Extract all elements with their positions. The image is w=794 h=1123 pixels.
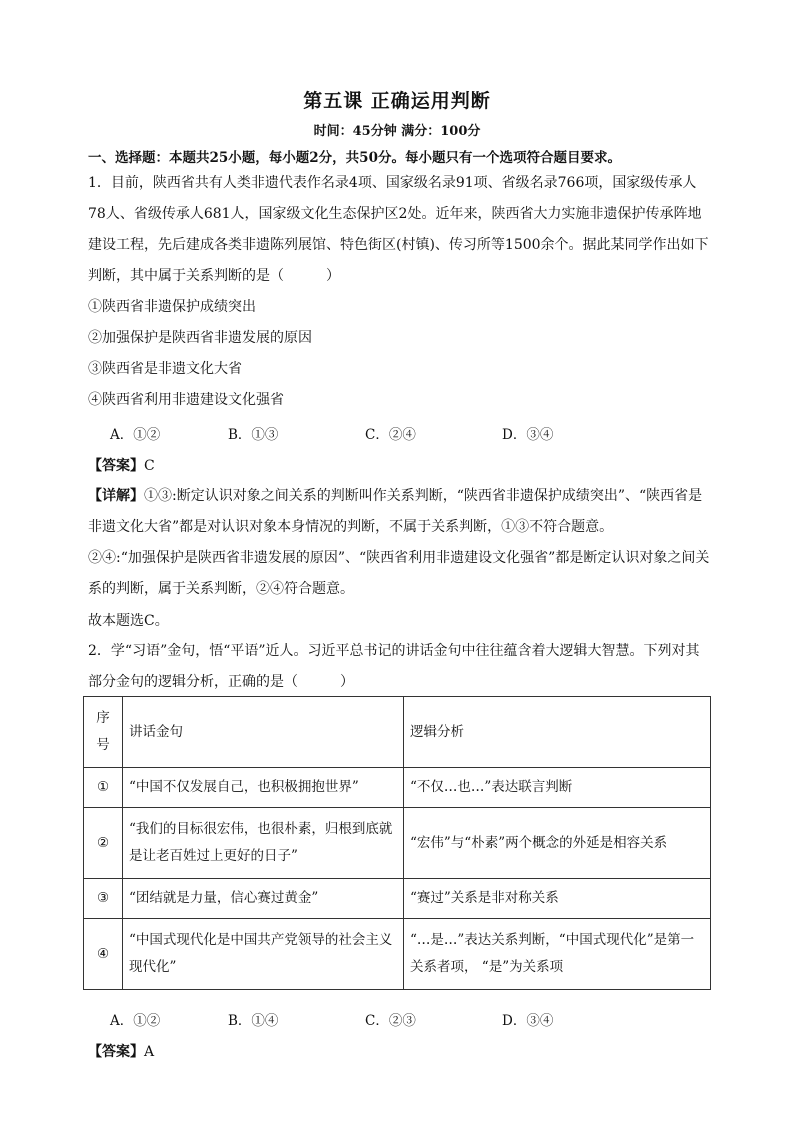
q1-answer (88, 455, 155, 475)
q1-detail-1: 【详解】①③:断定认识对象之间关系的判断叫作关系判断，“陕西省非遗保护成绩突出”、“陕西省是非遗文化大省”都是对认识对象本身情况的判断，不属于关系判断，①③不符合题意。 (88, 488, 703, 535)
q1-detail-2: ②④:“加强保护是陕西省非遗发展的原因”、“陕西省利用非遗建设文化强省”都是断定认识对象之间关系的判断，属于关系判断，②④符合题意。 (88, 550, 710, 597)
table-row: ④ “中国式现代化是中国共产党领导的社会主义现代化” “…是…”表达关系判断，“中国式现代化”是第一关系者项， “是”为关系项 (84, 919, 711, 990)
question-2-stem: 2．学“习语”金句，悟“平语”近人。习近平总书记的讲话金句中往往蕴含着大逻辑大智慧。下列对其部分金句的逻辑分析，正确的是（ ） (88, 643, 700, 690)
header-number: 序号 (84, 697, 123, 768)
q1-item-2: ②加强保护是陕西省非遗发展的原因 (88, 330, 312, 346)
answer-value: C (144, 458, 155, 474)
q1-item-4: ④陕西省利用非遗建设文化强省 (88, 392, 284, 408)
header-quote: 讲话金句 (123, 697, 404, 768)
q2-option-d: D．③④ (502, 1013, 554, 1029)
question-1-stem: 1．目前，陕西省共有人类非遗代表作名录4项、国家级名录91项、省级名录766项，国家级传承人78人、省级传承人681人，国家级文化生态保护区2处。近年来，陕西省大力实施非遗保护传承阵地建设工程，先后建成各类非遗陈列展馆、特色街区(村镇)、传习所等1500余个。据此某同学作出如下判断，其中属于关系判断的是（ ） (88, 175, 709, 284)
section-heading: 一、选择题：本题共25小题，每小题2分，共50分。每小题只有一个选项符合题目要求。 (88, 150, 621, 166)
header-analysis: 逻辑分析 (404, 697, 711, 768)
table-row: ③ “团结就是力量，信心赛过黄金” “赛过”关系是非对称关系 (84, 879, 711, 919)
exam-info: 时间：45分钟 满分：100分 (313, 124, 481, 139)
table-header-row (84, 697, 711, 768)
q1-option-c: C．②④ (365, 427, 416, 443)
q2-option-c: C．②③ (365, 1013, 416, 1029)
q1-conclusion: 故本题选C。 (88, 613, 169, 629)
q2-answer (88, 1041, 154, 1061)
table-row: ② “我们的目标很宏伟，也很朴素，归根到底就是让老百姓过上更好的日子” “宏伟”与“朴素”两个概念的外延是相容关系 (84, 808, 711, 879)
q1-option-b: B．①③ (228, 427, 279, 443)
analysis-table (83, 696, 711, 990)
answer-label: 【答案】 (88, 1044, 144, 1060)
q2-option-b: B．①④ (228, 1013, 279, 1029)
table-row: ① “中国不仅发展自己，也积极拥抱世界” “不仅…也…”表达联言判断 (84, 768, 711, 808)
answer-value: A (144, 1044, 155, 1060)
detail-label: 【详解】 (88, 488, 144, 504)
q1-item-1: ①陕西省非遗保护成绩突出 (88, 299, 256, 315)
q2-option-a: A．①② (110, 1013, 161, 1029)
page-title: 第五课 正确运用判断 (303, 90, 491, 112)
answer-label: 【答案】 (88, 458, 144, 474)
q1-option-a: A．①② (110, 427, 161, 443)
q1-item-3: ③陕西省是非遗文化大省 (88, 361, 242, 377)
q1-options (110, 423, 553, 443)
q2-options (110, 1009, 553, 1029)
q1-option-d: D．③④ (502, 427, 554, 443)
